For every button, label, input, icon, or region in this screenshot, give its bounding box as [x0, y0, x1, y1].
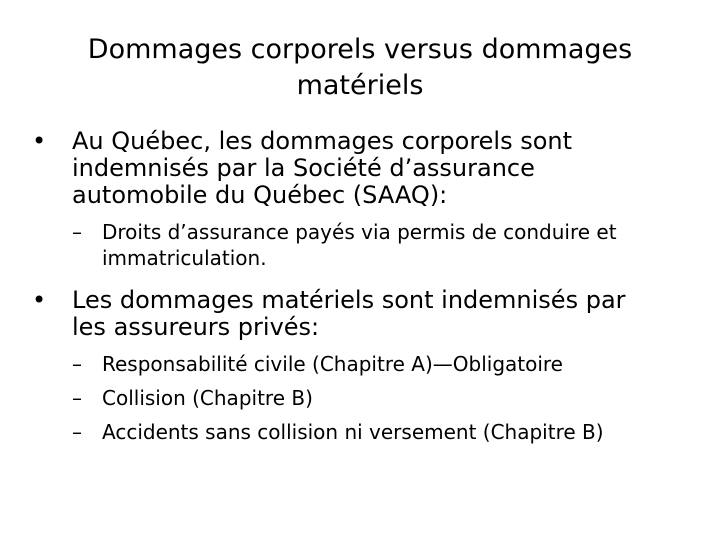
sub-item-line: immatriculation.: [102, 246, 267, 270]
bullet-line: automobile du Québec (SAAQ):: [72, 181, 448, 209]
dash-icon: –: [72, 220, 82, 244]
sub-item-collision: [72, 385, 692, 411]
sub-item-line: Droits d’assurance payés via permis de conduire et: [102, 220, 617, 244]
bullet-line: indemnisés par la Société d’assurance: [72, 154, 535, 182]
bullet-item-saaq: [32, 128, 692, 271]
sub-list: [72, 219, 692, 271]
sub-item-responsabilite: [72, 351, 692, 377]
bullet-icon: •: [32, 286, 47, 314]
title-line: matériels: [296, 70, 424, 101]
sub-item-line: Responsabilité civile (Chapitre A)—Obligatoire: [102, 352, 563, 376]
dash-icon: –: [72, 420, 82, 444]
slide-title: [60, 32, 660, 104]
bullet-list: [32, 128, 692, 453]
bullet-item-assureurs: [32, 287, 692, 445]
dash-icon: –: [72, 386, 82, 410]
sub-item-accidents: [72, 419, 692, 445]
title-line: Dommages corporels versus dommages: [87, 34, 633, 65]
dash-icon: –: [72, 352, 82, 376]
bullet-line: Au Québec, les dommages corporels sont: [72, 127, 573, 155]
bullet-line: les assureurs privés:: [72, 313, 320, 341]
sub-list: [72, 351, 692, 445]
bullet-line: Les dommages matériels sont indemnisés par: [72, 286, 626, 314]
sub-item-line: Accidents sans collision ni versement (Chapitre B): [102, 420, 604, 444]
sub-item-droits: [72, 219, 692, 271]
bullet-icon: •: [32, 127, 47, 155]
sub-item-line: Collision (Chapitre B): [102, 386, 313, 410]
